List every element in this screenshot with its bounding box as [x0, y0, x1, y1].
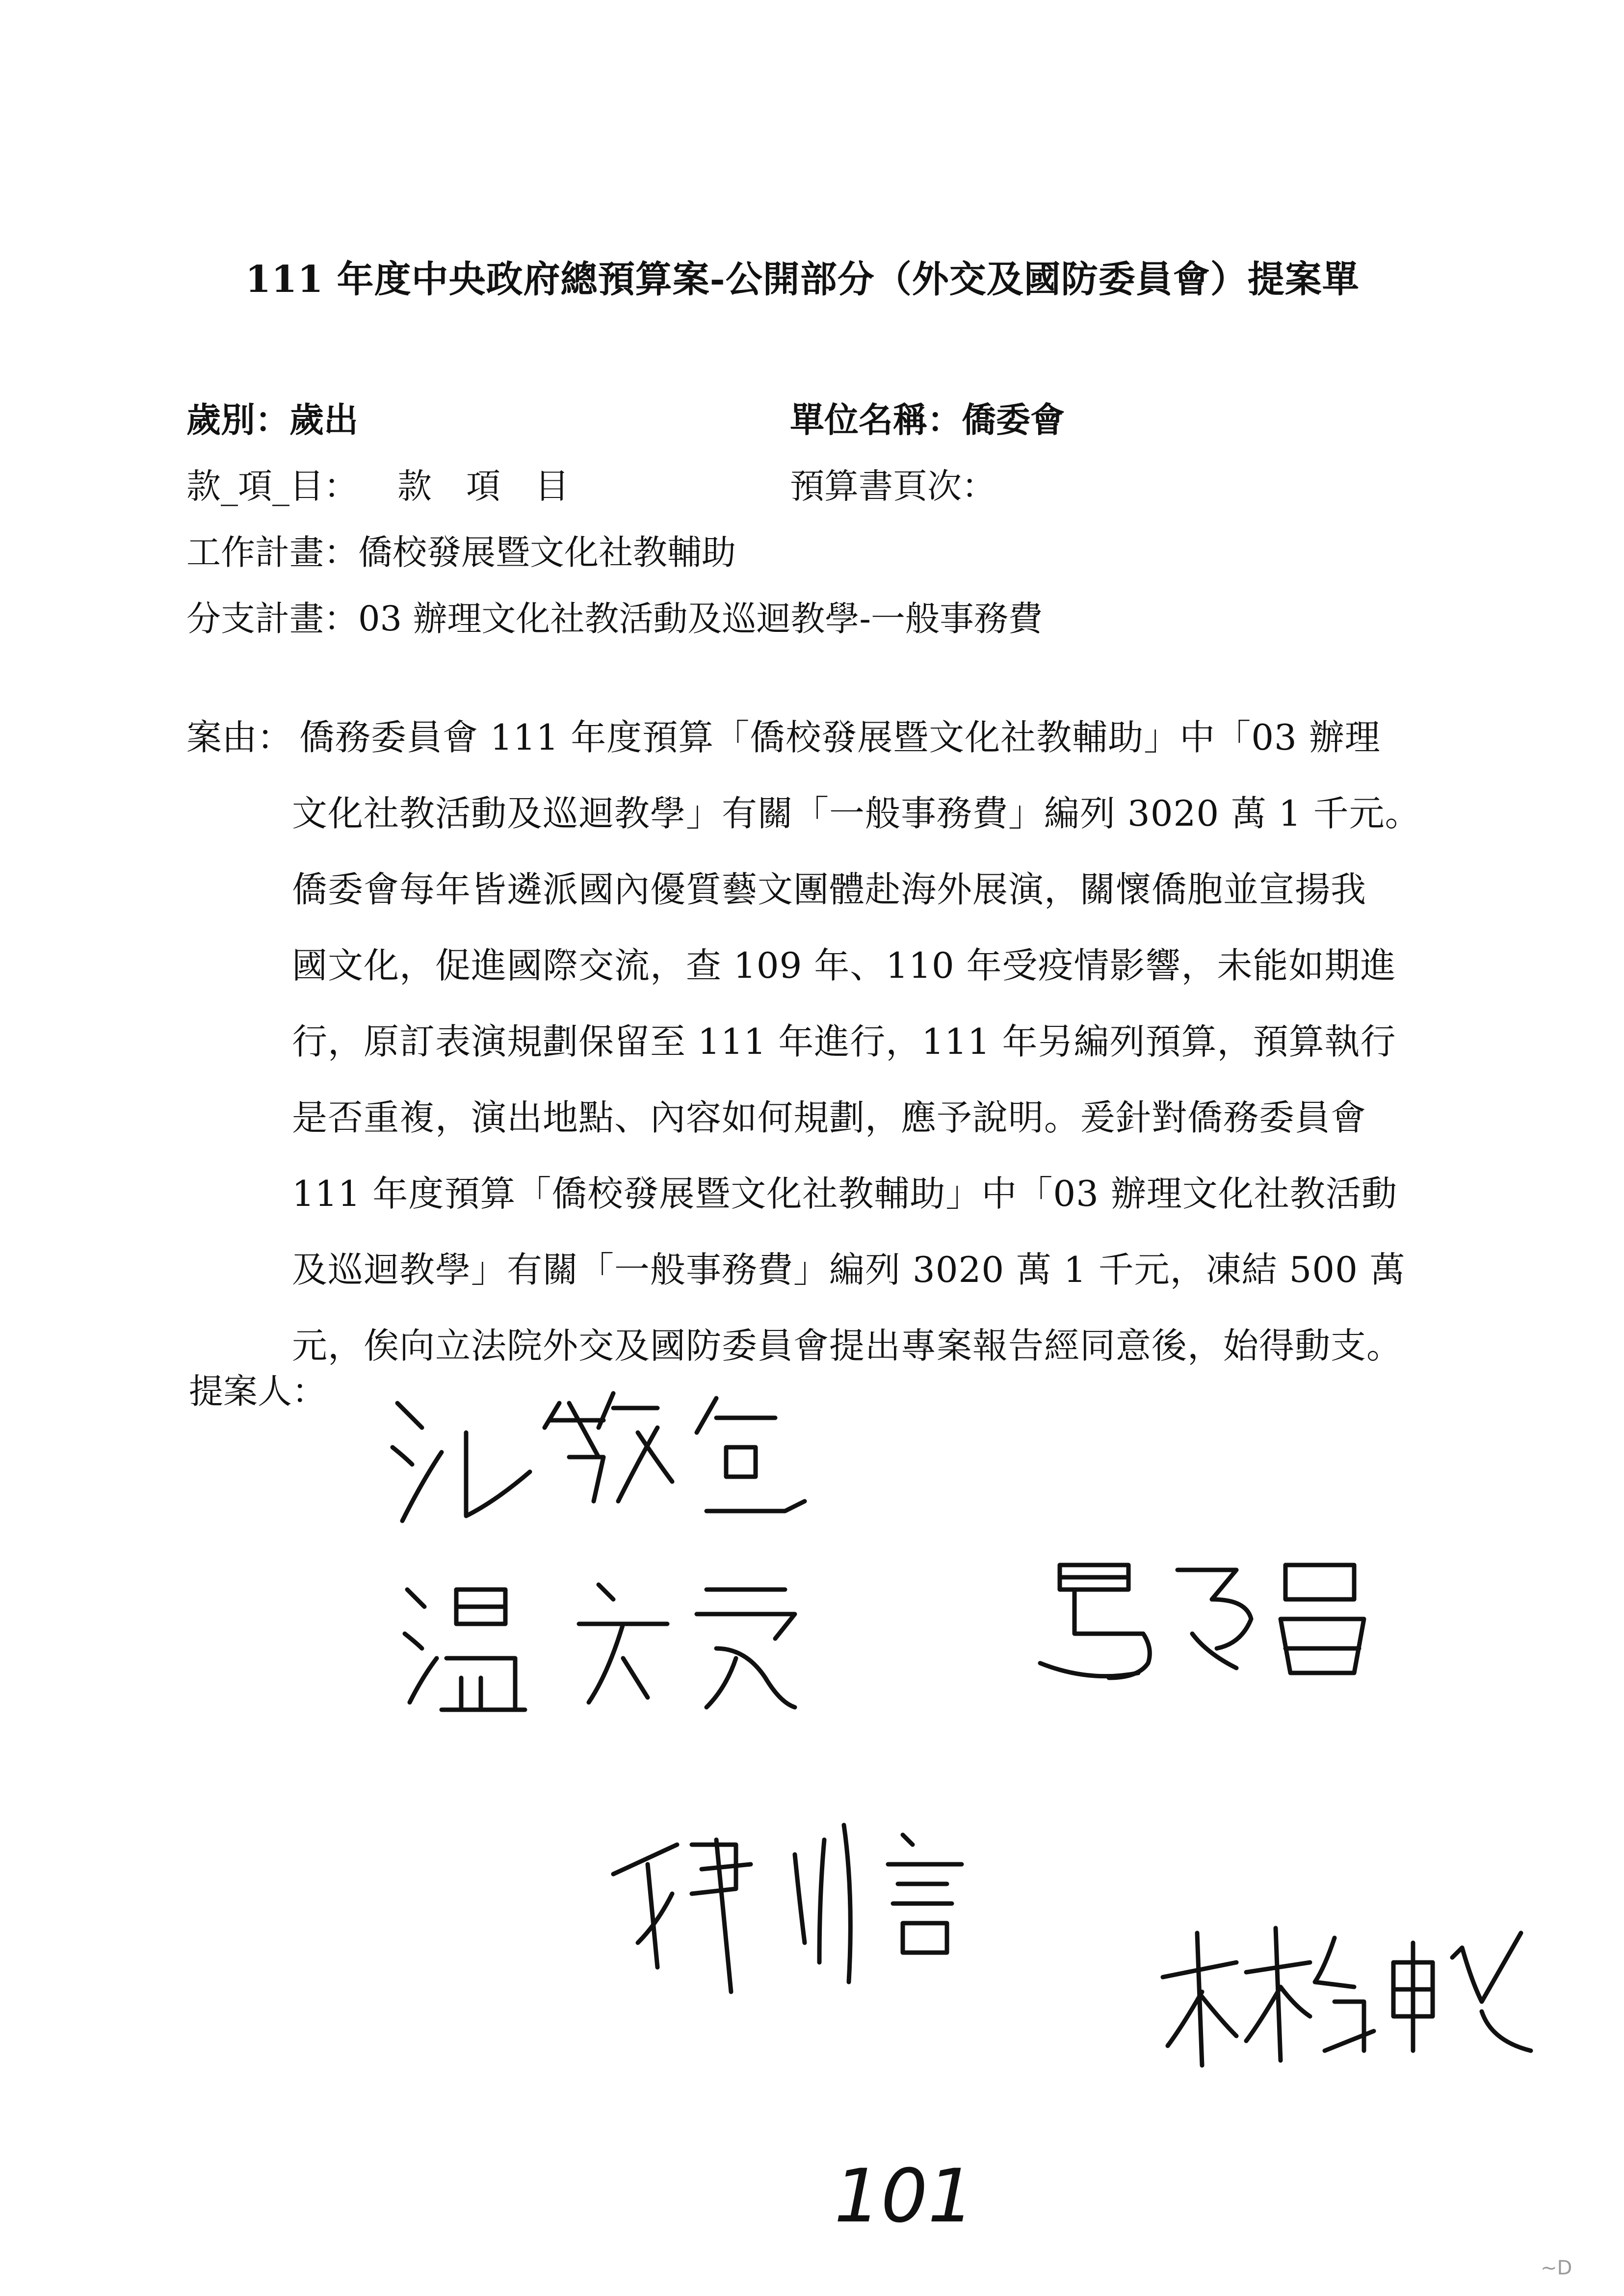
case-line: 及巡迴教學」有關「一般事務費」編列 3020 萬 1 千元，凍結 500 萬 [292, 1249, 1406, 1290]
category-field: 歲別：歲出 [186, 399, 358, 440]
case-line: 行，原訂表演規劃保留至 111 年進行，111 年另編列預算，預算執行 [292, 1021, 1396, 1062]
signature-3 [1030, 1536, 1384, 1702]
case-label: 案由： [186, 717, 293, 758]
signature-4 [589, 1796, 1079, 2002]
work-plan-field: 工作計畫：僑校發展暨文化社教輔助 [186, 532, 736, 573]
case-line: 國文化，促進國際交流，查 109 年、110 年受疫情影響，未能如期進 [292, 945, 1396, 986]
signature-5 [1148, 1904, 1550, 2080]
case-line: 僑委會每年皆遴派國內優質藝文團體赴海外展演，關懷僑胞並宣揚我 [292, 869, 1367, 910]
sub-plan-field: 分支計畫：03 辦理文化社教活動及巡迴教學-一般事務費 [186, 599, 1043, 639]
page-number: 101 [834, 2154, 975, 2239]
proposer-label: 提案人： [189, 1371, 326, 1411]
item-field [186, 459, 569, 508]
item-value: 款 項 目 [397, 466, 569, 506]
budget-page-field: 預算書頁次： [790, 466, 996, 506]
case-line: 僑務委員會 111 年度預算「僑校發展暨文化社教輔助」中「03 辦理 [299, 717, 1381, 758]
signature-1 [383, 1374, 864, 1531]
case-line: 111 年度預算「僑校發展暨文化社教輔助」中「03 辦理文化社教活動 [292, 1173, 1397, 1214]
item-label: 款_項_目： [186, 466, 358, 506]
case-line: 元，俟向立法院外交及國防委員會提出專案報告經同意後，始得動支。 [292, 1325, 1403, 1366]
corner-mark: ~D [1541, 2257, 1572, 2279]
case-line: 是否重複，演出地點、內容如何規劃，應予說明。爰針對僑務委員會 [292, 1097, 1367, 1138]
case-line: 文化社教活動及巡迴教學」有關「一般事務費」編列 3020 萬 1 千元。 [292, 793, 1421, 834]
unit-name-field: 單位名稱：僑委會 [790, 399, 1065, 440]
document-title: 111 年度中央政府總預算案-公開部分（外交及國防委員會）提案單 [245, 258, 1360, 301]
signature-2 [393, 1560, 873, 1727]
